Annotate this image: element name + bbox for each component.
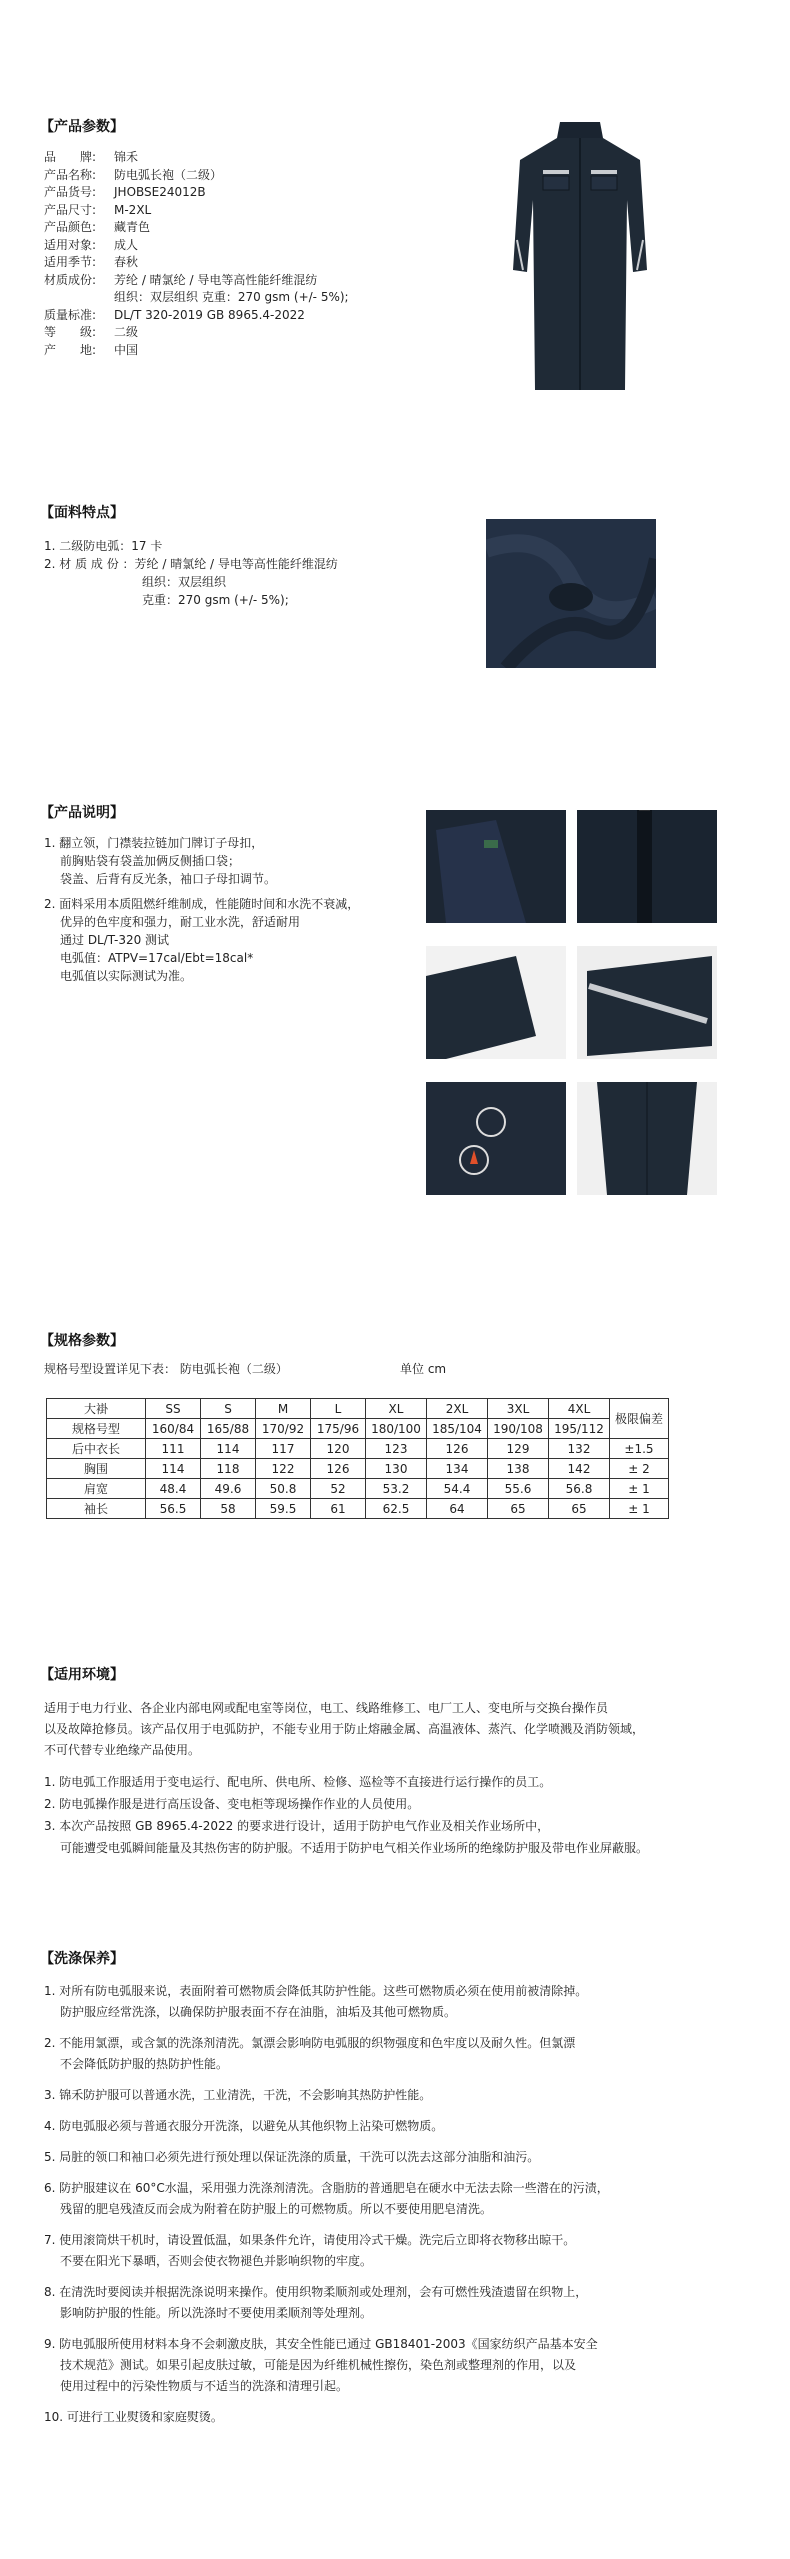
size-cell: S <box>201 1399 256 1419</box>
size-cell: 2XL <box>427 1399 488 1419</box>
measure-name: 后中衣长 <box>47 1439 146 1459</box>
desc-line-4: 2. 面料采用本质阻燃纤维制成，性能随时间和水洗不衰减， <box>44 897 360 911</box>
param-key: 品 牌: <box>44 150 97 164</box>
fabric-line-4: 克重：270 gsm (+/- 5%); <box>142 593 289 607</box>
param-key: 产品颜色: <box>44 220 97 234</box>
measure-name: 肩宽 <box>47 1479 146 1499</box>
size-heading: 【规格参数】 <box>40 1333 124 1349</box>
list-item <box>44 2116 754 2137</box>
wash-list <box>44 1981 754 2438</box>
measure-value: 122 <box>256 1459 311 1479</box>
env-item-2: 2. 防电弧操作服是进行高压设备、变电柜等现场操作作业的人员使用。 <box>44 1797 420 1811</box>
desc-line-1: 1. 翻立领，门襟装拉链加门牌订子母扣， <box>44 836 264 850</box>
list-item <box>44 1981 754 2023</box>
param-key: 材质成份: <box>44 272 97 287</box>
code-cell: 170/92 <box>256 1419 311 1439</box>
size-cell: SS <box>146 1399 201 1419</box>
wash-line: 7. 使用滚筒烘干机时，请设置低温，如果条件允许，请使用冷式干燥。洗完后立即将衣物移出晾干。 <box>44 2233 576 2247</box>
params-heading: 【产品参数】 <box>40 119 124 135</box>
measure-value: 59.5 <box>256 1499 311 1519</box>
param-value: 成人 <box>114 237 139 252</box>
detail-zipper-image <box>577 810 717 923</box>
measure-value: 117 <box>256 1439 311 1459</box>
detail-sleeve-image <box>426 946 566 1059</box>
measure-value: 138 <box>488 1459 549 1479</box>
measure-value: 50.8 <box>256 1479 311 1499</box>
code-cell: 195/112 <box>549 1419 610 1439</box>
desc-line-2: 前胸贴袋有袋盖加俩反侧插口袋； <box>60 854 241 868</box>
param-value: 藏青色 <box>114 220 151 234</box>
size-cell: 3XL <box>488 1399 549 1419</box>
measure-value: 54.4 <box>427 1479 488 1499</box>
fabric-line-3: 组织：双层组织 <box>142 575 227 589</box>
size-cell: 4XL <box>549 1399 610 1419</box>
table-row <box>47 1479 669 1499</box>
param-value: 防电弧长袍（二级） <box>114 167 223 182</box>
param-value: M-2XL <box>114 202 152 217</box>
measure-value: 49.6 <box>201 1479 256 1499</box>
measure-value: 56.5 <box>146 1499 201 1519</box>
param-row <box>44 254 349 272</box>
measure-value: 130 <box>366 1459 427 1479</box>
param-key: 适用对象: <box>44 237 97 252</box>
code-cell: 180/100 <box>366 1419 427 1439</box>
wash-line: 2. 不能用氯漂，或含氯的洗涤剂清洗。氯漂会影响防电弧服的织物强度和色牢度以及耐久性。但氯漂 <box>44 2036 576 2050</box>
measure-value: 114 <box>146 1459 201 1479</box>
measure-value: 123 <box>366 1439 427 1459</box>
param-value: 中国 <box>114 342 139 357</box>
param-row <box>44 237 349 255</box>
param-row <box>44 342 349 360</box>
param-key <box>44 289 114 307</box>
detail-label-image <box>426 1082 566 1195</box>
env-intro-2: 以及故障抢修员。该产品仅用于电弧防护，不能专业用于防止熔融金属、高温液体、蒸汽、化学喷溅及消防领域， <box>44 1722 645 1736</box>
fabric-swatch-image <box>486 519 656 668</box>
list-item <box>44 2407 754 2428</box>
list-item <box>44 2033 754 2075</box>
size-intro: 规格号型设置详见下表： 防电弧长袍（二级） <box>44 1362 288 1376</box>
desc-heading: 【产品说明】 <box>40 805 124 821</box>
param-key: 产品名称: <box>44 167 97 182</box>
measure-value: 120 <box>311 1439 366 1459</box>
code-cell: 165/88 <box>201 1419 256 1439</box>
list-item <box>44 2334 754 2397</box>
param-row <box>44 289 349 307</box>
param-key: 适用季节: <box>44 255 97 269</box>
param-value: DL/T 320-2019 GB 8965.4-2022 <box>114 307 305 322</box>
param-key: 产 地: <box>44 342 97 357</box>
size-cell: M <box>256 1399 311 1419</box>
desc-line-5: 优异的色牢度和强力，耐工业水洗，舒适耐用 <box>60 915 301 929</box>
measure-value: 126 <box>311 1459 366 1479</box>
param-value: JHOBSE24012B <box>114 185 206 199</box>
param-value: 芳纶 / 晴氯纶 / 导电等高性能纤维混纺 <box>114 272 318 287</box>
coat-front-image <box>505 120 655 395</box>
measure-value: 129 <box>488 1439 549 1459</box>
param-row <box>44 307 349 325</box>
param-row <box>44 272 349 290</box>
list-item <box>44 2178 754 2220</box>
measure-value: 142 <box>549 1459 610 1479</box>
code-cell: 160/84 <box>146 1419 201 1439</box>
wash-line: 3. 锦禾防护服可以普通水洗，工业清洗，干洗，不会影响其热防护性能。 <box>44 2088 432 2102</box>
param-row <box>44 202 349 220</box>
wash-line: 5. 局脏的领口和袖口必须先进行预处理以保证洗涤的质量，干洗可以洗去这部分油脂和油污。 <box>44 2150 540 2164</box>
param-key: 质量标准: <box>44 307 97 322</box>
wash-line: 使用过程中的污染性物质与不适当的洗涤和清理引起。 <box>60 2379 349 2393</box>
measure-value: 55.6 <box>488 1479 549 1499</box>
tolerance-value: ±1.5 <box>610 1439 669 1459</box>
measure-value: 56.8 <box>549 1479 610 1499</box>
table-row <box>47 1459 669 1479</box>
env-heading: 【适用环境】 <box>40 1667 124 1683</box>
tolerance-value: ± 1 <box>610 1479 669 1499</box>
list-item <box>44 2230 754 2272</box>
measure-value: 132 <box>549 1439 610 1459</box>
measure-name: 胸围 <box>47 1459 146 1479</box>
params-list <box>44 149 349 359</box>
size-cell: XL <box>366 1399 427 1419</box>
table-row <box>47 1499 669 1519</box>
env-intro-3: 不可代替专业绝缘产品使用。 <box>44 1743 201 1757</box>
detail-reflective-image <box>577 946 717 1059</box>
wash-line: 10. 可进行工业熨烫和家庭熨烫。 <box>44 2410 223 2424</box>
fabric-line-1: 1. 二级防电弧：17 卡 <box>44 539 163 553</box>
tolerance-value: ± 1 <box>610 1499 669 1519</box>
wash-heading: 【洗涤保养】 <box>40 1951 124 1967</box>
measure-value: 118 <box>201 1459 256 1479</box>
measure-value: 58 <box>201 1499 256 1519</box>
wash-line: 6. 防护服建议在 60°C水温，采用强力洗涤剂清洗。含脂肪的普通肥皂在硬水中无法去除一些潜在的污渍， <box>44 2181 609 2195</box>
param-key: 产品货号: <box>44 185 97 199</box>
env-intro-1: 适用于电力行业、各企业内部电网或配电室等岗位，电工、线路维修工、电厂工人、变电所与交换台操作员 <box>44 1701 609 1715</box>
desc-line-8: 电弧值以实际测试为准。 <box>60 969 193 983</box>
wash-line: 技术规范》测试。如果引起皮肤过敏，可能是因为纤维机械性擦伤，染色剂或整理剂的作用，以及 <box>60 2358 577 2372</box>
measure-value: 48.4 <box>146 1479 201 1499</box>
wash-line: 防护服应经常洗涤，以确保防护服表面不存在油脂，油垢及其他可燃物质。 <box>60 2005 457 2019</box>
measure-value: 111 <box>146 1439 201 1459</box>
desc-line-7: 电弧值：ATPV=17cal/Ebt=18cal* <box>60 951 254 965</box>
wash-line: 影响防护服的性能。所以洗涤时不要使用柔顺剂等处理剂。 <box>60 2306 373 2320</box>
env-item-3: 3. 本次产品按照 GB 8965.4-2022 的要求进行设计，适用于防护电气作业及相关作业场所中， <box>44 1819 550 1833</box>
measure-value: 64 <box>427 1499 488 1519</box>
tol-header: 极限偏差 <box>610 1399 669 1439</box>
measure-value: 134 <box>427 1459 488 1479</box>
desc-line-6: 通过 DL/T-320 测试 <box>60 933 170 947</box>
param-key: 等 级: <box>44 325 97 339</box>
measure-value: 65 <box>488 1499 549 1519</box>
param-row <box>44 324 349 342</box>
measure-value: 52 <box>311 1479 366 1499</box>
list-item <box>44 2282 754 2324</box>
param-value: 二级 <box>114 325 139 339</box>
wash-line: 4. 防电弧服必须与普通衣服分开洗涤，以避免从其他织物上沾染可燃物质。 <box>44 2119 444 2133</box>
measure-value: 61 <box>311 1499 366 1519</box>
wash-line: 不会降低防护服的热防护性能。 <box>60 2057 229 2071</box>
wash-line: 9. 防电弧服所使用材料本身不会刺激皮肤，其安全性能已通过 GB18401-2003《国家纺织产品基本安全 <box>44 2337 598 2351</box>
wash-line: 残留的肥皂残渣反而会成为附着在防护服上的可燃物质。所以不要使用肥皂清洗。 <box>60 2202 493 2216</box>
param-value: 锦禾 <box>114 150 139 164</box>
code-cell: 190/108 <box>488 1419 549 1439</box>
detail-hem-image <box>577 1082 717 1195</box>
fabric-line-2: 2. 材 质 成 份 ：芳纶 / 晴氯纶 / 导电等高性能纤维混纺 <box>44 557 338 571</box>
tolerance-value: ± 2 <box>610 1459 669 1479</box>
desc-line-3: 袋盖、后背有反光条，袖口子母扣调节。 <box>60 872 277 886</box>
code-cell: 175/96 <box>311 1419 366 1439</box>
param-value: 组织：双层组织 克重：270 gsm (+/- 5%); <box>114 290 349 304</box>
corner-top: 大褂 <box>47 1399 146 1419</box>
fabric-heading: 【面料特点】 <box>40 505 124 521</box>
size-table <box>46 1398 669 1519</box>
measure-value: 62.5 <box>366 1499 427 1519</box>
param-row <box>44 149 349 167</box>
size-unit: 单位 cm <box>400 1362 447 1376</box>
measure-value: 65 <box>549 1499 610 1519</box>
size-cell: L <box>311 1399 366 1419</box>
param-value: 春秋 <box>114 255 139 269</box>
wash-line: 不要在阳光下暴晒，否则会使衣物褪色并影响织物的牢度。 <box>60 2254 373 2268</box>
param-row <box>44 184 349 202</box>
list-item <box>44 2085 754 2106</box>
measure-value: 53.2 <box>366 1479 427 1499</box>
env-item-4: 可能遭受电弧瞬间能量及其热伤害的防护服。不适用于防护电气相关作业场所的绝缘防护服及带电作业屏蔽服。 <box>60 1841 649 1855</box>
param-key: 产品尺寸: <box>44 202 97 217</box>
param-row <box>44 167 349 185</box>
list-item <box>44 2147 754 2168</box>
measure-name: 袖长 <box>47 1499 146 1519</box>
detail-collar-image <box>426 810 566 923</box>
code-cell: 185/104 <box>427 1419 488 1439</box>
corner-bottom: 规格号型 <box>47 1419 146 1439</box>
table-row <box>47 1439 669 1459</box>
measure-value: 126 <box>427 1439 488 1459</box>
wash-line: 8. 在清洗时要阅读并根据洗涤说明来操作。使用织物柔顺剂或处理剂，会有可燃性残渣遗留在织物上， <box>44 2285 588 2299</box>
wash-line: 1. 对所有防电弧服来说，表面附着可燃物质会降低其防护性能。这些可燃物质必须在使用前被清除掉。 <box>44 1984 588 1998</box>
measure-value: 114 <box>201 1439 256 1459</box>
env-item-1: 1. 防电弧工作服适用于变电运行、配电所、供电所、检修、巡检等不直接进行运行操作的员工。 <box>44 1775 552 1789</box>
param-row <box>44 219 349 237</box>
